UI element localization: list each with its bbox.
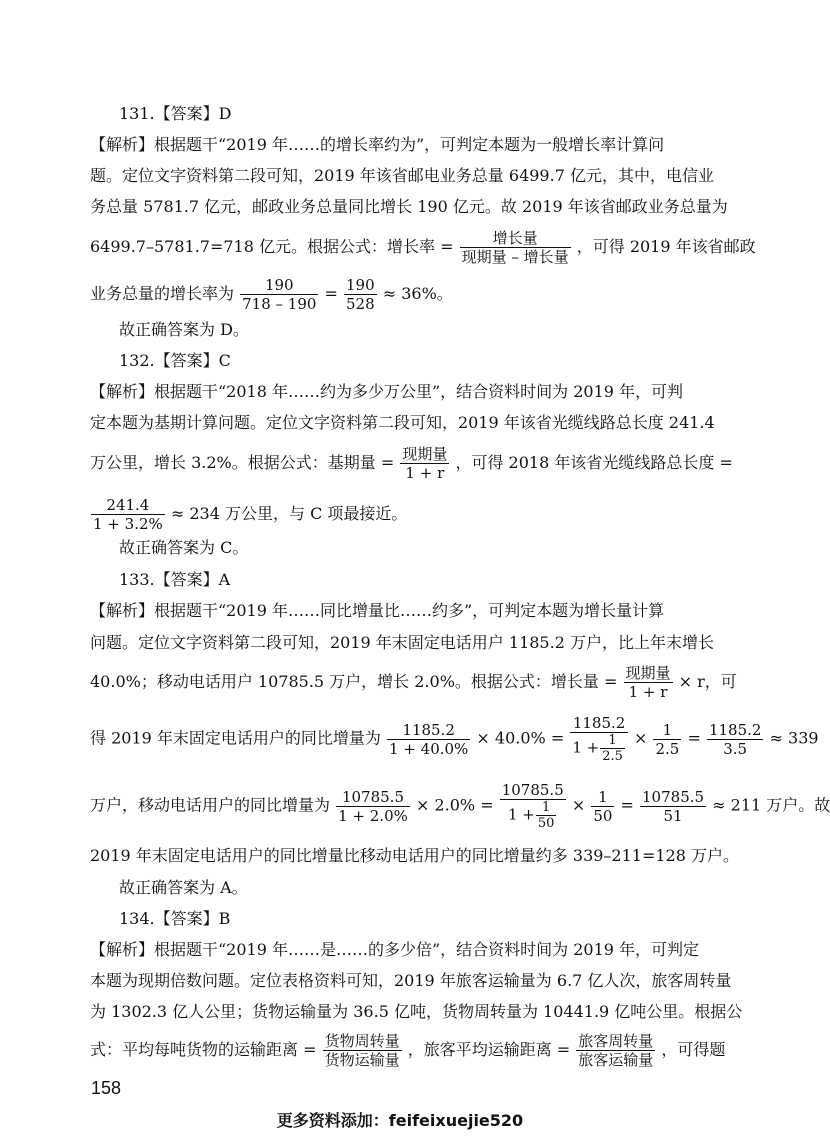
- base-period-fraction: $\frac{\text{现期量}}{1 + r}$: [402, 445, 448, 482]
- multiply-text: × 40.0% =: [476, 728, 565, 748]
- q133-fixed-line-calc: 得 2019 年末固定电话用户的同比增量为 $\frac{1185.2}{1 + 40.0\%}$ × 40.0% = 1185.2 1 + $\frac{1}{2.5}$ × $\frac{1}{2.5}$ = $\frac{1185.2}{3.5}$ ≈ 339: [90, 714, 819, 764]
- q132-answer-head: 132.【答案】C: [119, 351, 231, 370]
- fraction-1-over-50: $\frac{1}{50}$: [593, 787, 613, 825]
- calc-result: ≈ 339: [769, 728, 819, 748]
- q132-correct-answer: 故正确答案为 C。: [119, 538, 249, 557]
- q134-analysis-line-1: 【解析】根据题干“2019 年……是……的多少倍”，结合资料时间为 2019 年，可判定: [90, 940, 700, 959]
- q133-answer-head: 133.【答案】A: [119, 570, 231, 589]
- q134-analysis-line-3: 为 1302.3 亿人公里；货物运输量为 36.5 亿吨，货物周转量为 10441.9 亿吨公里。根据公: [90, 1002, 743, 1021]
- growth-rate-fraction: $\frac{\text{增长量}}{\text{现期量 – 增长量}}$: [461, 229, 569, 266]
- calc-result: ≈ 234 万公里，与 C 项最接近。: [170, 504, 408, 523]
- q133-conclusion: 2019 年末固定电话用户的同比增量比移动电话用户的同比增量约多 339–211=128 万户。: [90, 846, 740, 865]
- times-sign: ×: [633, 728, 648, 748]
- cargo-distance-fraction: $\frac{\text{货物周转量}}{\text{货物运输量}}$: [324, 1032, 400, 1069]
- q131-formula-line: [90, 229, 756, 266]
- q132-analysis-line-2: 定本题为基期计算问题。定位文字资料第二段可知，2019 年该省光缆线路总长度 241.4: [90, 413, 715, 432]
- passenger-distance-fraction: $\frac{\text{旅客周转量}}{\text{旅客运输量}}$: [578, 1032, 654, 1069]
- fraction-190-over-528: $\frac{190}{528}$: [346, 276, 375, 313]
- formula-text: ，可得 2019 年该省邮政: [576, 237, 756, 256]
- formula-text: 式：平均每吨货物的运输距离 =: [90, 1040, 317, 1059]
- q133-analysis-line-1: 【解析】根据题干“2019 年……同比增量比……约多”，可判定本题为增长量计算: [90, 601, 665, 620]
- formula-text: ，可得 2018 年该省光缆线路总长度 =: [455, 453, 733, 472]
- q131-answer-head: 131.【答案】D: [119, 104, 232, 123]
- q131-analysis-line-3: 务总量 5781.7 亿元，邮政业务总量同比增长 190 亿元。故 2019 年该省邮政业务总量为: [90, 197, 728, 216]
- fraction-1185-over-1-40: $\frac{1185.2}{1 + 40.0\%}$: [389, 720, 469, 758]
- q133-analysis-line-2: 问题。定位文字资料第二段可知，2019 年末固定电话用户 1185.2 万户，比上年末增长: [90, 633, 714, 652]
- fraction-241-4-over-1-3-2: $\frac{241.4}{1 + 3.2\%}$: [93, 496, 163, 533]
- formula-text: 6499.7–5781.7=718 亿元。根据公式：增长率 =: [90, 237, 454, 256]
- fraction-1185-over-complex: 1185.2 1 + $\frac{1}{2.5}$: [570, 714, 628, 764]
- q134-answer-head: 134.【答案】B: [119, 909, 231, 928]
- q132-calc-line: [90, 496, 720, 533]
- footer-contact: 更多资料添加：feifeixuejie520: [276, 1111, 524, 1130]
- formula-text: 万公里，增长 3.2%。根据公式：基期量 =: [90, 453, 395, 472]
- calc-text: 得 2019 年末固定电话用户的同比增量为: [90, 728, 381, 748]
- q132-analysis-line-1: 【解析】根据题干“2018 年……约为多少万公里”，结合资料时间为 2019 年，可判: [90, 382, 684, 401]
- fraction-190-over-718-190: $\frac{190}{718 - 190}$: [242, 276, 317, 313]
- equals-sign: =: [324, 284, 338, 303]
- formula-text: ，旅客平均运输距离 =: [407, 1040, 571, 1059]
- q133-mobile-line-calc: 万户，移动电话用户的同比增量为 $\frac{10785.5}{1 + 2.0\%}$ × 2.0% = 10785.5 1 + $\frac{1}{50}$ × $\frac{1}{50}$ = $\frac{10785.5}{51}$ ≈ 211 万户。故: [90, 781, 830, 831]
- fraction-1185-over-3-5: $\frac{1185.2}{3.5}$: [708, 720, 762, 758]
- fraction-10785-over-51: $\frac{10785.5}{51}$: [642, 787, 705, 825]
- q131-analysis-line-1: 【解析】根据题干“2019 年……的增长率约为”，可判定本题为一般增长率计算问: [90, 135, 665, 154]
- q131-correct-answer: 故正确答案为 D。: [119, 320, 249, 339]
- q132-formula-line: [90, 445, 733, 482]
- times-sign: ×: [571, 795, 586, 815]
- growth-amount-fraction: $\frac{\text{现期量}}{1 + r}$: [625, 664, 671, 701]
- q134-analysis-line-2: 本题为现期倍数问题。定位表格资料可知，2019 年旅客运输量为 6.7 亿人次，旅客周转量: [90, 971, 732, 990]
- q134-formula-line: [90, 1032, 726, 1069]
- formula-text: 40.0%；移动电话用户 10785.5 万户，增长 2.0%。根据公式：增长量 =: [90, 672, 618, 691]
- multiply-text: × 2.0% =: [415, 795, 494, 815]
- fraction-10785-over-complex: 10785.5 1 + $\frac{1}{50}$: [501, 781, 564, 831]
- q131-analysis-line-2: 题。定位文字资料第二段可知，2019 年该省邮电业务总量 6499.7 亿元，其中，电信业: [90, 166, 714, 185]
- calc-text: 万户，移动电话用户的同比增量为: [90, 795, 331, 815]
- fraction-10785-over-1-2: $\frac{10785.5}{1 + 2.0\%}$: [338, 787, 408, 825]
- calc-result: ≈ 211 万户。故: [712, 795, 830, 815]
- calc-text: 业务总量的增长率为: [90, 284, 235, 303]
- fraction-1-over-2-5: $\frac{1}{2.5}$: [655, 720, 680, 758]
- formula-text: ，可得题: [661, 1040, 726, 1059]
- calc-result: ≈ 36%。: [382, 284, 453, 303]
- q133-formula-line: [90, 664, 737, 701]
- page-number: 158: [91, 1078, 122, 1098]
- q131-calc-line: [90, 276, 720, 313]
- formula-text: × r，可: [678, 672, 737, 691]
- q133-correct-answer: 故正确答案为 A。: [119, 878, 248, 897]
